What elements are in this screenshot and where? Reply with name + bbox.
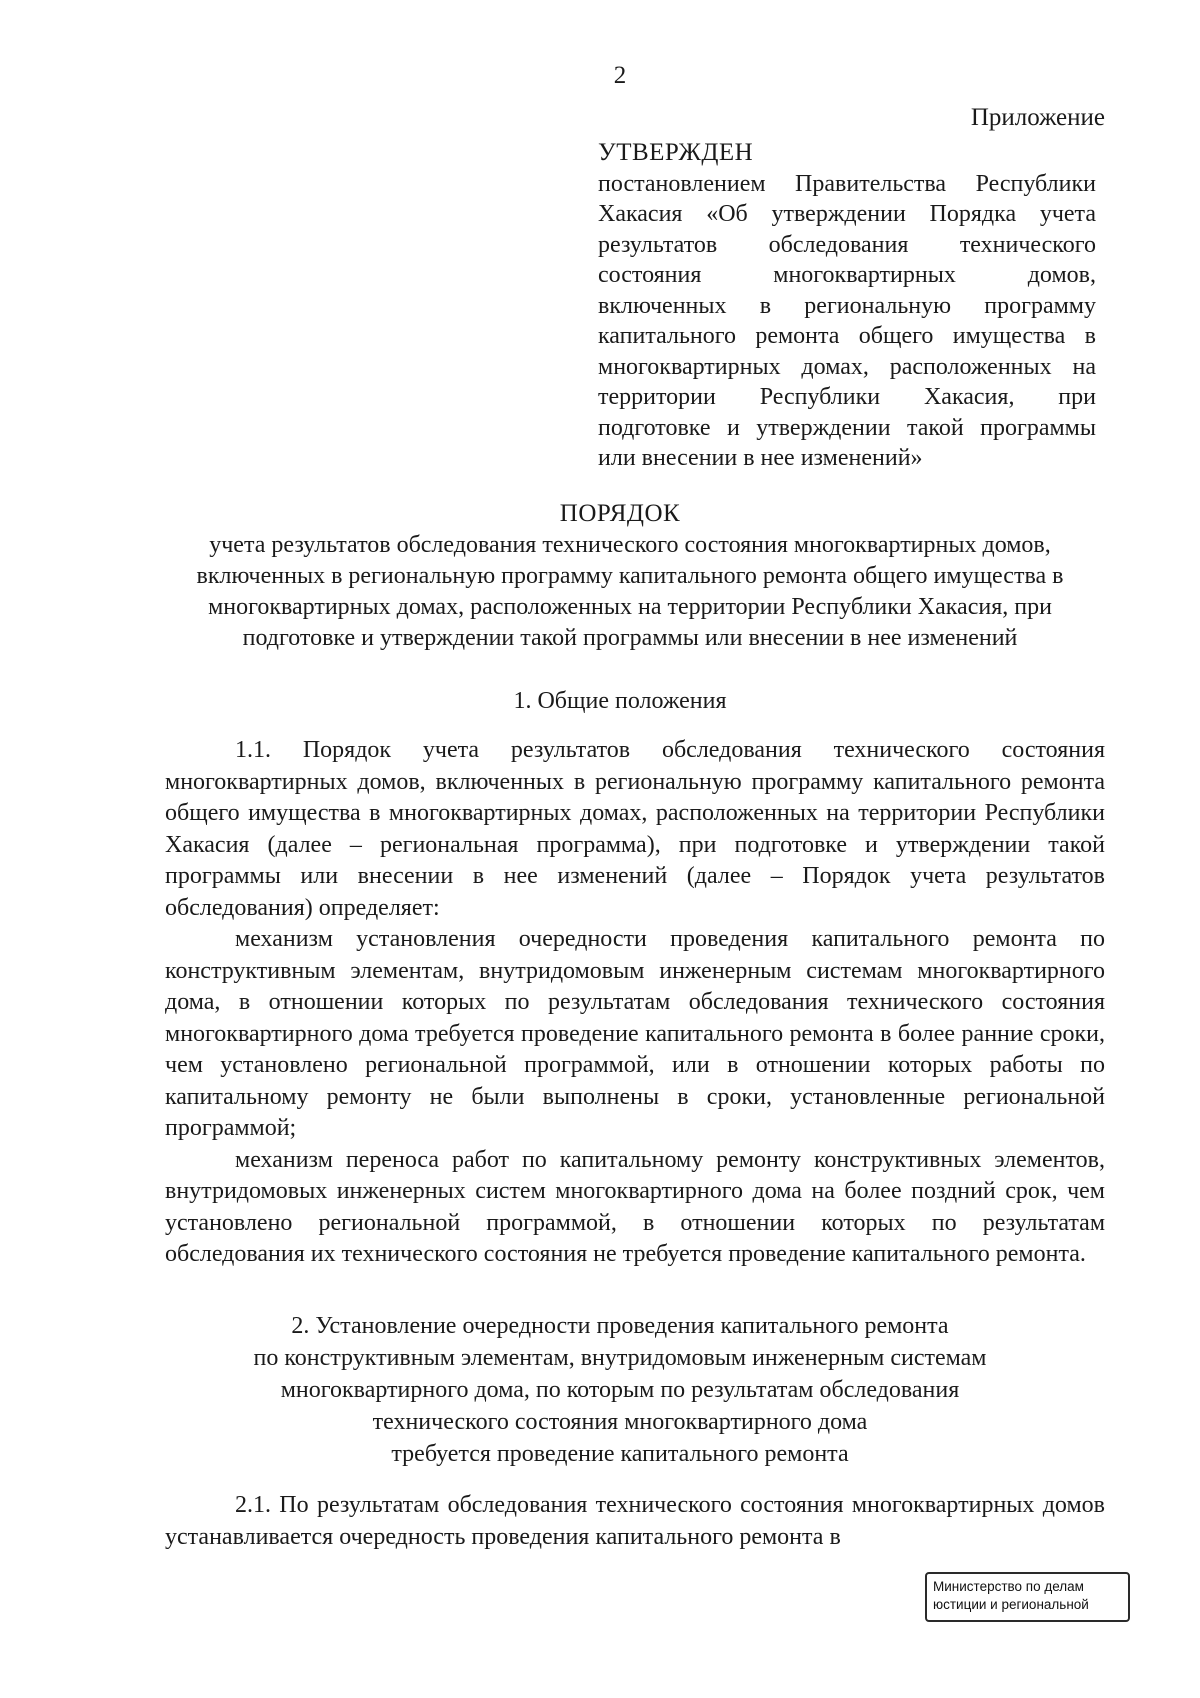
section-2-title-line: многоквартирного дома, по которым по результатам обследования — [280, 1377, 960, 1403]
approval-title: УТВЕРЖДЕН — [598, 139, 754, 166]
document-heading: ПОРЯДОК — [559, 500, 681, 527]
section-2-body — [165, 1490, 1105, 1553]
paragraph-2-1: 2.1. По результатам обследования технического состояния многоквартирных домов устанавливается очередность проведения капитального ремонта в — [165, 1492, 1105, 1550]
ministry-stamp — [925, 1572, 1130, 1622]
section-2-title-line: 2. Установление очередности проведения капитального ремонта — [291, 1313, 949, 1339]
section-1-body — [165, 735, 1105, 1271]
page-number: 2 — [613, 62, 627, 89]
section-2-title-line: требуется проведение капитального ремонта — [391, 1441, 849, 1467]
stamp-line-2: юстиции и региональной — [933, 1597, 1089, 1612]
section-2-title-line: технического состояния многоквартирного дома — [372, 1409, 868, 1435]
paragraph-1-1: 1.1. Порядок учета результатов обследования технического состояния многоквартирных домов, включенных в региональную программу капитального ремонта общего имущества в многоквартирных домах, расположенных на территории Республики Хакасия (далее – региональная программа), при подготовке и утверждении такой программы или внесении в нее изменений (далее – Порядок учета результатов обследования) определяет: — [165, 737, 1105, 921]
stamp-line-1: Министерство по делам — [933, 1579, 1084, 1594]
section-1-title: 1. Общие положения — [513, 688, 727, 714]
section-2-title — [0, 1310, 1200, 1470]
section-2-title-line: по конструктивным элементам, внутридомовым инженерным системам — [253, 1345, 987, 1371]
appendix-label: Приложение — [970, 104, 1105, 131]
approval-block — [598, 138, 1096, 474]
approval-text: постановлением Правительства Республики Хакасия «Об утверждении Порядка учета результатов обследования технического состояния многоквартирных домов, включенных в региональную программу капитального ремонта общего имущества в многоквартирных домах, расположенных на территории Республики Хакасия, при подготовке и утверждении такой программы или внесении в нее изменений» — [598, 170, 1096, 471]
paragraph-mechanism-transfer: механизм переноса работ по капитальному ремонту конструктивных элементов, внутридомовых инженерных систем многоквартирного дома на более поздний срок, чем установлено региональной программой, в отношении которых по результатам обследования их технического состояния не требуется проведение капитального ремонта. — [165, 1146, 1105, 1267]
paragraph-mechanism-order: механизм установления очередности проведения капитального ремонта по конструктивным элементам, внутридомовым инженерным системам многоквартирного дома, в отношении которых по результатам обследования технического состояния многоквартирного дома требуется проведение капитального ремонта в более ранние сроки, чем установлено региональной программой, или в отношении которых работы по капитальному ремонту не были выполнены в сроки, установленные региональной программой; — [165, 926, 1105, 1141]
document-subtitle: учета результатов обследования технического состояния многоквартирных домов, включенных в региональную программу капитального ремонта общего имущества в многоквартирных домах, расположенных на территории Республики Хакасия, при подготовке и утверждении такой программы или внесении в нее изменений — [196, 532, 1064, 651]
